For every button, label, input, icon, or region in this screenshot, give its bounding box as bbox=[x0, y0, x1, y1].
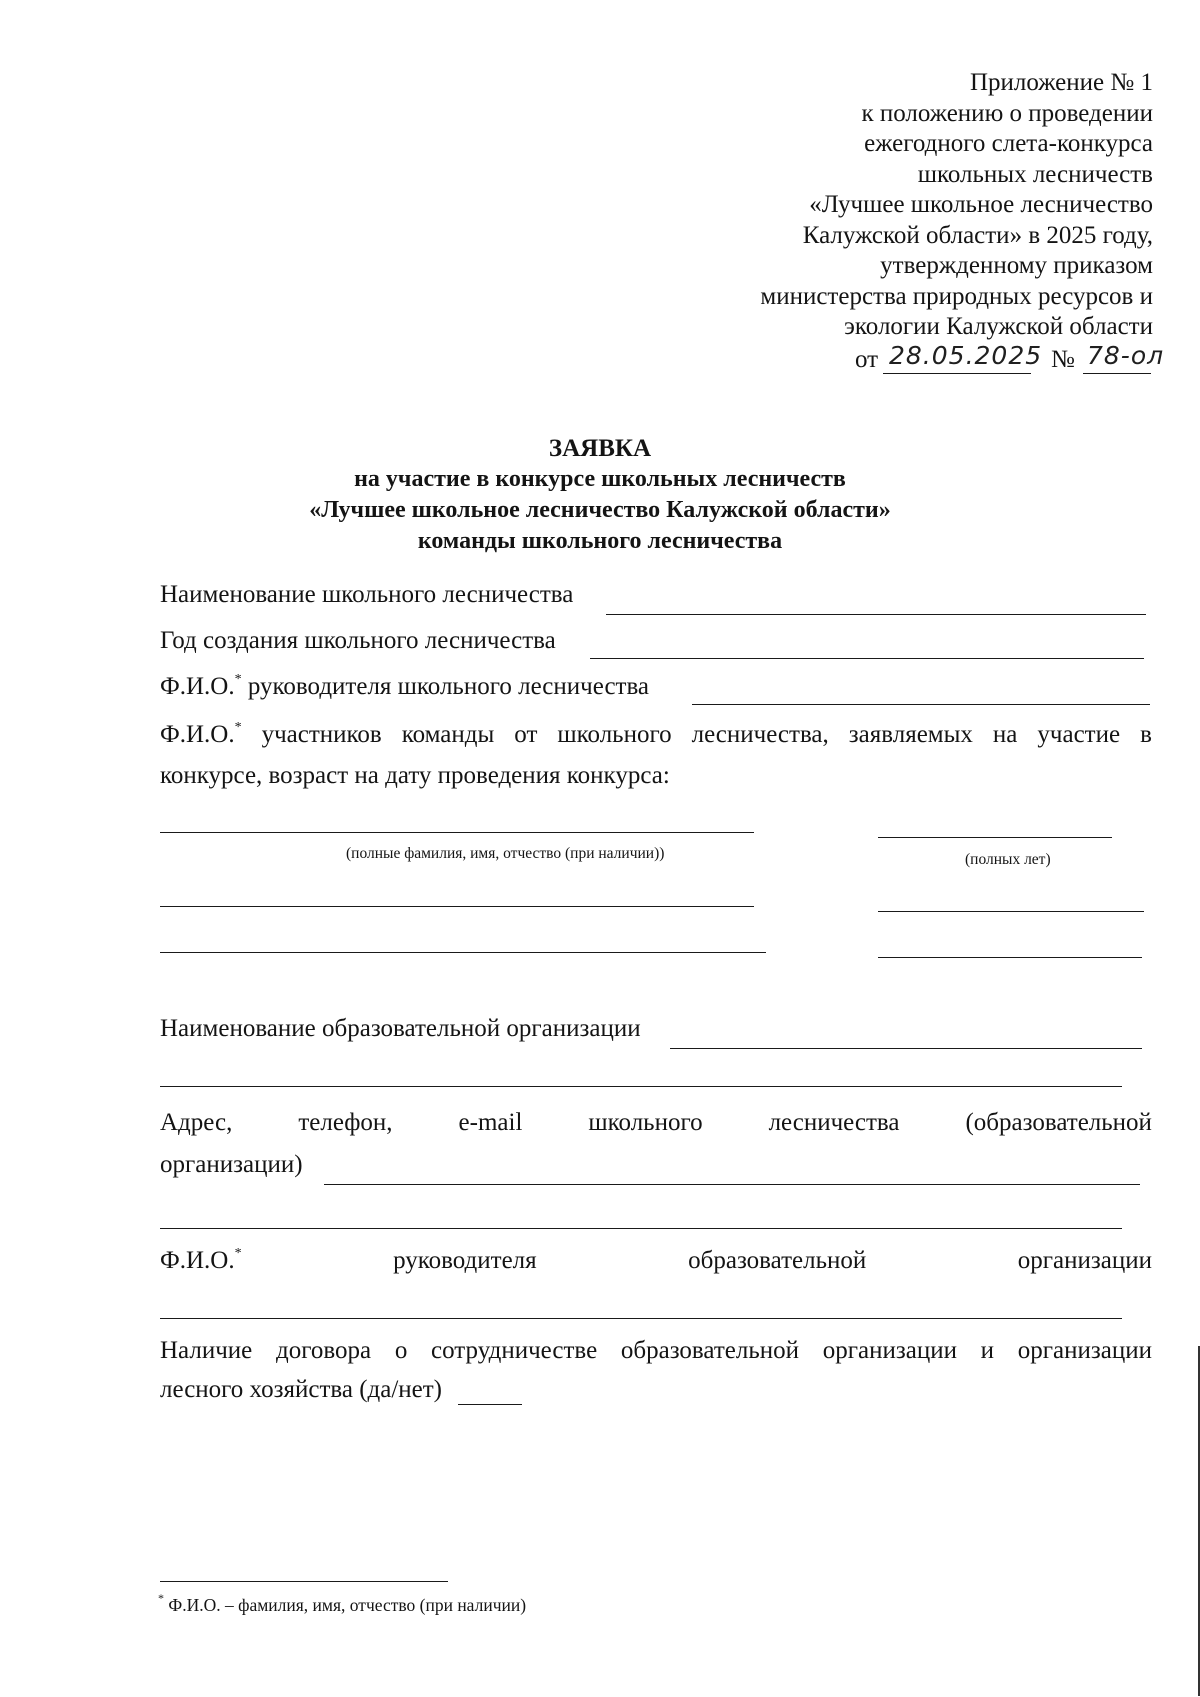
word: Ф.И.О.* bbox=[160, 1245, 242, 1274]
word: участие bbox=[1037, 721, 1121, 748]
word: Наличие bbox=[160, 1337, 253, 1364]
word: договора bbox=[276, 1337, 372, 1364]
participant-name-field[interactable] bbox=[160, 952, 766, 953]
participant-age-field[interactable] bbox=[878, 911, 1144, 912]
date-underline bbox=[883, 373, 1031, 374]
footnote-separator bbox=[160, 1581, 448, 1582]
word: организации bbox=[822, 1337, 957, 1364]
order-date-row bbox=[593, 340, 1165, 377]
word: Адрес, bbox=[160, 1109, 233, 1136]
word: школьного bbox=[588, 1109, 703, 1136]
word: от bbox=[514, 721, 538, 748]
word: e-mail bbox=[458, 1109, 523, 1136]
forestry-head-label bbox=[160, 672, 649, 702]
full-name-caption: (полные фамилия, имя, отчество (при наличии)) bbox=[346, 845, 665, 862]
footnote bbox=[158, 1591, 527, 1616]
appendix-line: школьных лесничеств bbox=[917, 160, 1153, 188]
footnote-marker: * bbox=[158, 1591, 164, 1606]
word: (образовательной bbox=[965, 1109, 1152, 1136]
address-label-line bbox=[160, 1108, 1152, 1138]
participant-name-field[interactable] bbox=[160, 906, 754, 907]
appendix-line: к положению о проведении bbox=[861, 99, 1153, 127]
word: образовательной bbox=[688, 1247, 867, 1274]
founded-year-label: Год создания школьного лесничества bbox=[160, 627, 556, 654]
footnote-text: Ф.И.О. – фамилия, имя, отчество (при наличии) bbox=[168, 1595, 527, 1615]
title-line: на участие в конкурсе школьных лесничеств bbox=[354, 466, 846, 492]
number-prefix: № bbox=[1051, 345, 1075, 373]
word: организации bbox=[1017, 1337, 1152, 1364]
word: и bbox=[980, 1337, 995, 1364]
title-line: команды школьного лесничества bbox=[417, 528, 783, 554]
participants-intro-line2: конкурсе, возраст на дату проведения конкурса: bbox=[160, 762, 670, 789]
appendix-line: Приложение № 1 bbox=[969, 69, 1153, 96]
word: в bbox=[1140, 721, 1152, 748]
date-prefix: от bbox=[855, 345, 879, 373]
forestry-head-field[interactable] bbox=[692, 704, 1150, 705]
word: сотрудничестве bbox=[431, 1337, 598, 1364]
word: школьного bbox=[557, 721, 672, 748]
appendix-line: «Лучшее школьное лесничество bbox=[809, 191, 1153, 218]
appendix-line: экологии Калужской области bbox=[844, 313, 1153, 340]
edu-head-field[interactable] bbox=[160, 1318, 1122, 1319]
word: на bbox=[992, 721, 1018, 748]
word: организации bbox=[1017, 1247, 1152, 1274]
forestry-head-label-text: руководителя школьного лесничества bbox=[247, 673, 650, 700]
word: заявляемых bbox=[848, 721, 973, 748]
contract-label-line2: лесного хозяйства (да/нет) bbox=[160, 1376, 443, 1403]
word: лесничества bbox=[768, 1109, 900, 1136]
word: Ф.И.О.* bbox=[160, 719, 242, 748]
edu-head-label-line bbox=[160, 1246, 1152, 1276]
title-heading: ЗАЯВКА bbox=[548, 435, 652, 462]
appendix-line: ежегодного слета-конкурса bbox=[864, 130, 1153, 157]
participants-intro-line bbox=[160, 720, 1152, 750]
number-underline bbox=[1083, 373, 1151, 374]
contract-label-line bbox=[160, 1336, 1152, 1366]
forestry-name-label: Наименование школьного лесничества bbox=[160, 581, 574, 608]
order-date-handwritten: 28.05.2025 bbox=[889, 340, 1043, 370]
asterisk-marker: * bbox=[234, 671, 242, 687]
edu-org-field[interactable] bbox=[670, 1048, 1142, 1049]
contract-yes-no-field[interactable] bbox=[458, 1404, 522, 1405]
edu-org-label: Наименование образовательной организации bbox=[160, 1015, 641, 1042]
participant-age-field[interactable] bbox=[878, 837, 1112, 838]
word: о bbox=[394, 1337, 408, 1364]
participant-age-field[interactable] bbox=[878, 957, 1142, 958]
address-label-line2: организации) bbox=[160, 1151, 303, 1178]
appendix-block bbox=[593, 68, 1165, 377]
appendix-line: Калужской области» в 2025 году, bbox=[802, 221, 1153, 249]
title-line: «Лучшее школьное лесничество Калужской области» bbox=[309, 497, 891, 523]
participant-name-field[interactable] bbox=[160, 832, 754, 833]
word: телефон, bbox=[298, 1109, 393, 1136]
founded-year-field[interactable] bbox=[590, 658, 1144, 659]
appendix-line: утвержденному приказом bbox=[880, 252, 1153, 279]
address-field-line2[interactable] bbox=[160, 1228, 1122, 1229]
age-caption: (полных лет) bbox=[965, 851, 1051, 868]
order-number-handwritten: 78-ол bbox=[1087, 340, 1165, 370]
word: лесничества, bbox=[691, 721, 829, 748]
fio-abbr: Ф.И.О. bbox=[160, 673, 235, 700]
address-field[interactable] bbox=[324, 1184, 1140, 1185]
word: команды bbox=[401, 721, 495, 748]
word: образовательной bbox=[620, 1337, 800, 1364]
word: руководителя bbox=[393, 1247, 537, 1274]
appendix-line: министерства природных ресурсов и bbox=[760, 282, 1153, 310]
forestry-name-field[interactable] bbox=[606, 614, 1146, 615]
word: участников bbox=[261, 721, 382, 748]
edu-org-field-line2[interactable] bbox=[160, 1086, 1122, 1087]
application-title bbox=[0, 433, 1200, 557]
